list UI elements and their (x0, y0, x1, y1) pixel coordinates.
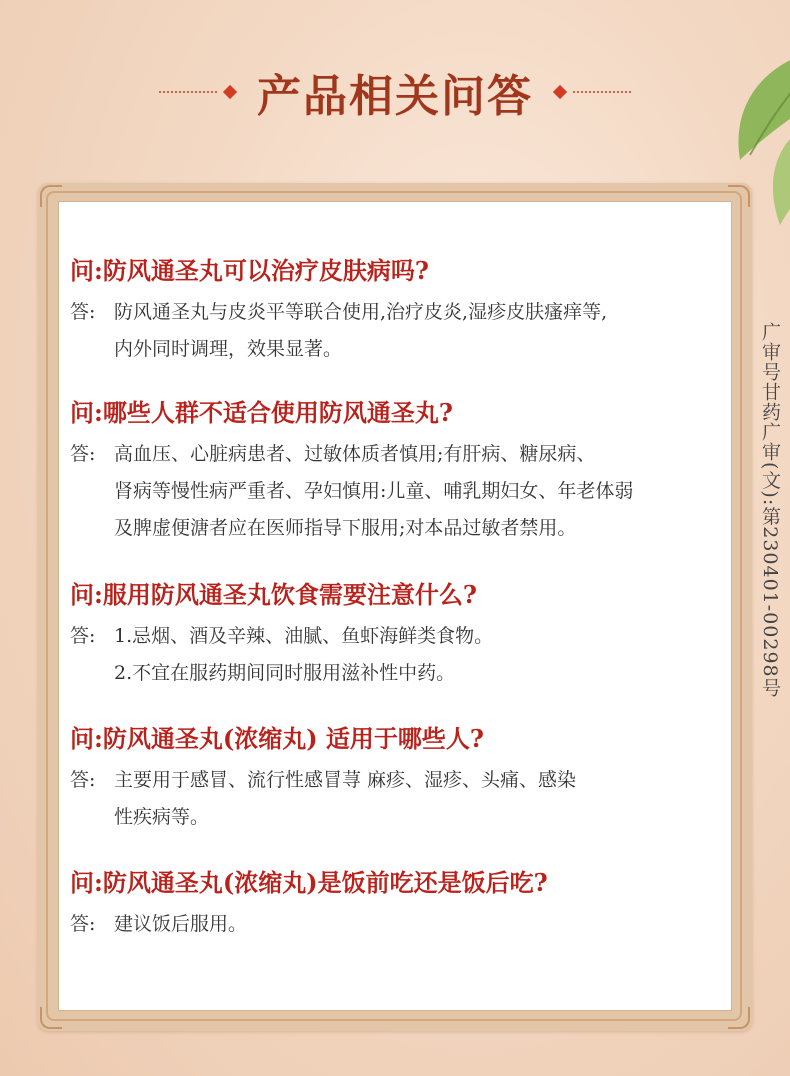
question-text: 问:哪些人群不适合使用防风通圣丸? (70, 398, 453, 427)
answer-line: 1.忌烟、酒及辛辣、油腻、鱼虾海鲜类食物。 (114, 625, 494, 647)
answer-label: 答: (70, 443, 96, 465)
qa-item (70, 866, 720, 943)
answer-line: 高血压、心脏病患者、过敏体质者慎用;有肝病、糖尿病、 (114, 443, 596, 465)
qa-item (70, 722, 720, 836)
answer-block (70, 294, 720, 368)
qa-item (70, 254, 720, 368)
question-text: 问:服用防风通圣丸饮食需要注意什么? (70, 580, 477, 609)
question-text: 问:防风通圣丸(浓缩丸) 适用于哪些人? (70, 724, 484, 753)
question-text: 问:防风通圣丸可以治疗皮肤病吗? (70, 256, 429, 285)
answer-block (70, 436, 720, 547)
answer-line: 防风通圣丸与皮炎平等联合使用,治疗皮炎,湿疹皮肤瘙痒等, (114, 301, 608, 323)
page-title: 产品相关问答 (257, 71, 533, 122)
answer-line: 肾病等慢性病严重者、孕妇慎用:儿童、哺乳期妇女、年老体弱 (114, 480, 634, 502)
answer-line: 内外同时调理，效果显著。 (114, 338, 343, 360)
section-header (0, 52, 790, 132)
answer-block (70, 762, 720, 836)
header-left-decoration (159, 87, 243, 97)
answer-label: 答: (70, 913, 96, 935)
answer-block (70, 906, 720, 943)
approval-number: 广审号甘药广审(文):第230401-00298号 (759, 322, 781, 698)
qa-item (70, 396, 720, 547)
answer-label: 答: (70, 301, 96, 323)
answer-line: 主要用于感冒、流行性感冒荨 麻疹、湿疹、头痛、感染 (114, 769, 577, 791)
answer-line: 性疾病等。 (114, 806, 210, 828)
answer-line: 及脾虚便溏者应在医师指导下服用;对本品过敏者禁用。 (114, 517, 577, 539)
answer-label: 答: (70, 769, 96, 791)
answer-line: 2.不宜在服药期间同时服用滋补性中药。 (114, 662, 456, 684)
answer-line: 建议饭后服用。 (114, 913, 248, 935)
header-right-decoration (547, 87, 631, 97)
qa-item (70, 578, 720, 692)
answer-block (70, 618, 720, 692)
question-text: 问:防风通圣丸(浓缩丸)是饭前吃还是饭后吃? (70, 868, 548, 897)
answer-label: 答: (70, 625, 96, 647)
